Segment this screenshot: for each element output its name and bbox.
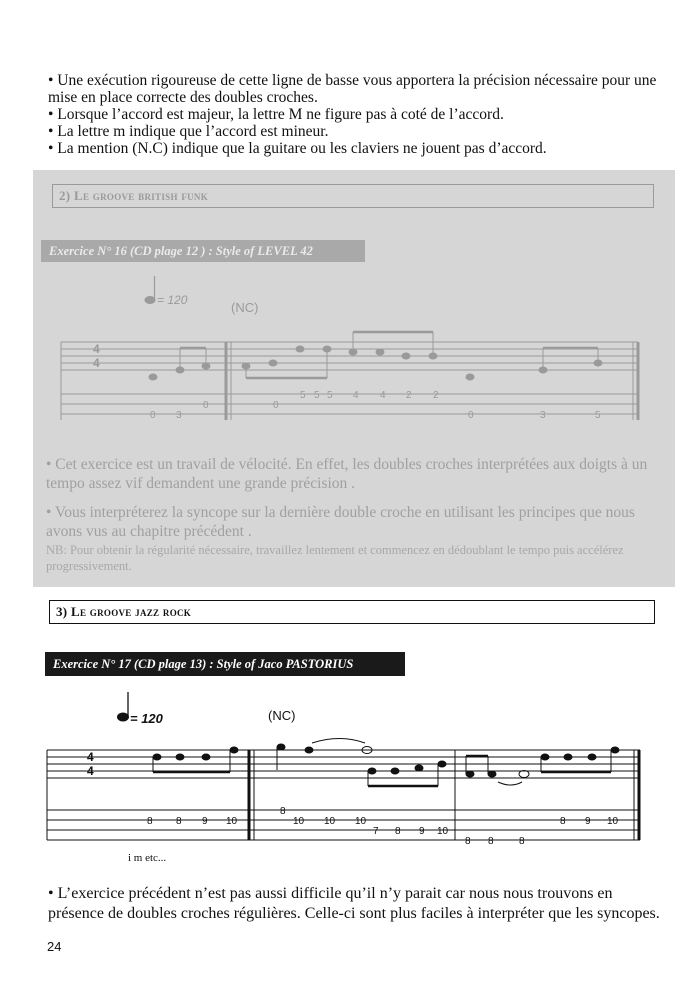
section2-panel: [33, 170, 675, 587]
section2-title: 2) Le groove british funk: [52, 184, 654, 208]
tab16: 4: [380, 390, 386, 401]
tab17: 9: [419, 826, 425, 837]
tab17: 8: [280, 806, 286, 817]
section3-title: 3) Le groove jazz rock: [49, 600, 655, 624]
timesig16-top: 4: [93, 342, 100, 356]
tab17: 8: [176, 816, 182, 827]
tab16: 5: [327, 390, 333, 401]
tab17: 8: [395, 826, 401, 837]
chord16: (NC): [231, 300, 259, 315]
tab16: 0: [273, 400, 279, 411]
exercise17-score: [0, 690, 700, 865]
chord17: (NC): [268, 708, 296, 723]
tab16: 0: [468, 410, 474, 420]
tempo16: = 120: [157, 293, 188, 307]
section2-bullet1: • Cet exercice est un travail de vélocité. En effet, les doubles croches interprétées aux doigts à un tempo assez vif demandent une grande précision .: [46, 456, 648, 492]
tab16: 0: [203, 400, 209, 411]
timesig17-bottom: 4: [87, 764, 94, 778]
tab17: 10: [293, 816, 305, 827]
intro-bullet: • La mention (N.C) indique que la guitare ou les claviers ne jouent pas d’accord.: [48, 140, 547, 157]
tab17: 10: [607, 816, 619, 827]
tempo17: = 120: [130, 711, 163, 726]
tab16: 3: [540, 410, 546, 420]
tab17: 9: [585, 816, 591, 827]
exercise16-score: [33, 270, 675, 420]
intro-bullet: • La lettre m indique que l’accord est mineur.: [48, 123, 329, 140]
tab17: 8: [560, 816, 566, 827]
tab17: 10: [437, 826, 449, 837]
intro-bullets: [48, 72, 668, 157]
tab16: 5: [595, 410, 601, 420]
closing-paragraph: • L’exercice précédent n’est pas aussi difficile qu’il n’y parait car nous nous trouvons en présence de doubles croches régulières. Celle-ci sont plus faciles à interpréter que les syncopes.: [48, 885, 660, 922]
fingering-note: i m etc...: [128, 852, 167, 864]
tab16: 5: [300, 390, 306, 401]
tab17: 7: [373, 826, 379, 837]
exercise17-label: Exercice N° 17 (CD plage 13) : Style of Jaco PASTORIUS: [45, 652, 405, 676]
tab17: 9: [202, 816, 208, 827]
intro-bullet: • Lorsque l’accord est majeur, la lettre M ne figure pas à coté de l’accord.: [48, 106, 504, 123]
section2-nb: NB: Pour obtenir la régularité nécessaire, travaillez lentement et commencez en dédoublant le tempo puis accélérez progressivement.: [46, 543, 624, 573]
tab16: 0: [150, 410, 156, 420]
tab17: 10: [226, 816, 238, 827]
tab17: 8: [488, 836, 494, 847]
tab17: 10: [324, 816, 336, 827]
tab17: 8: [147, 816, 153, 827]
tab17: 8: [465, 836, 471, 847]
tab17: 10: [355, 816, 367, 827]
tab16: 4: [353, 390, 359, 401]
tab16: 3: [176, 410, 182, 420]
page-number: 24: [47, 939, 62, 954]
section2-bullet2: • Vous interpréterez la syncope sur la dernière double croche en utilisant les principes que nous avons vus au chapitre précédent .: [46, 504, 635, 540]
timesig16-bottom: 4: [93, 356, 100, 370]
exercise16-label: Exercice N° 16 (CD plage 12 ) : Style of LEVEL 42: [41, 240, 365, 262]
tab16: 5: [314, 390, 320, 401]
tab17: 8: [519, 836, 525, 847]
tab16: 2: [433, 390, 439, 401]
intro-bullet: • Une exécution rigoureuse de cette ligne de basse vous apportera la précision nécessaire pour une mise en place correcte des doubles croches.: [48, 72, 657, 106]
timesig17-top: 4: [87, 750, 94, 764]
tab16: 2: [406, 390, 412, 401]
